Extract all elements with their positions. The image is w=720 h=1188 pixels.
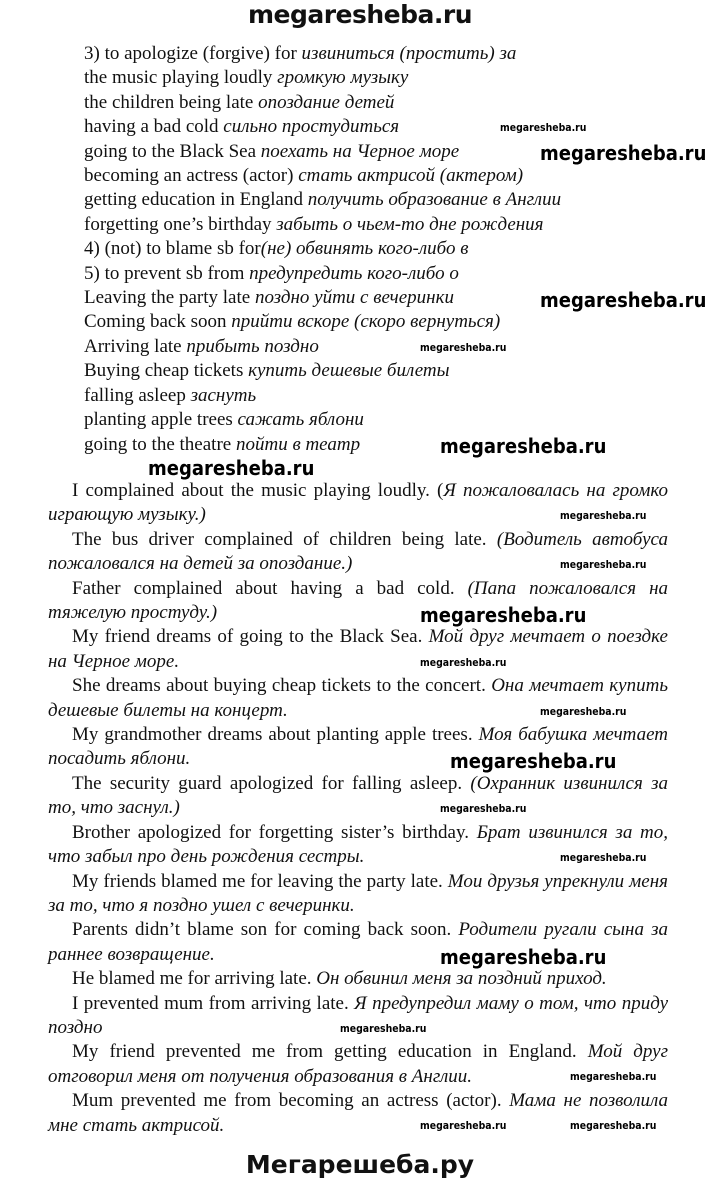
answer-paragraph: [48, 772, 668, 821]
answer-ru: Я предупредил маму о том, что приду поздно: [48, 992, 668, 1038]
answer-ru: (Водитель автобуса пожаловался на детей за опоздание.): [48, 528, 668, 575]
vocab-en: getting education in England: [84, 189, 308, 211]
vocab-en: Coming back soon: [84, 311, 232, 333]
vocab-ru: заснуть: [190, 384, 257, 406]
site-footer-logo: Мегарешеба.ру: [245, 1150, 475, 1179]
vocab-en: Buying cheap tickets: [84, 360, 249, 382]
vocab-en: falling asleep: [84, 384, 191, 406]
answer-ru: (Охранник извинился за то, что заснул.): [48, 772, 668, 819]
site-header-logo: megaresheba.ru: [247, 0, 473, 29]
vocabulary-list: [84, 42, 561, 457]
watermark: megaresheba.ru: [440, 945, 607, 969]
vocab-ru: громкую музыку: [277, 67, 409, 89]
vocab-item: [84, 310, 500, 334]
vocab-ru: прийти вскоре (скоро вернуться): [231, 311, 501, 333]
vocab-item: [84, 164, 523, 188]
answer-en: Brother apologized for forgetting sister’s birthday.: [72, 821, 477, 843]
answer-ru: Мой друг мечтает о поездке на Черное море.: [48, 626, 668, 672]
answer-en: My grandmother dreams about planting apple trees.: [72, 724, 479, 746]
vocab-en: 3) to apologize (forgive) for: [84, 43, 302, 64]
vocab-ru: сажать яблони: [237, 409, 364, 431]
answer-paragraph: [48, 870, 668, 919]
vocab-item: [84, 213, 544, 237]
answer-en: I complained about the music playing loudly. (: [72, 480, 444, 501]
vocab-ru: прибыть поздно: [186, 335, 319, 357]
watermark: megaresheba.ru: [420, 1119, 507, 1132]
answer-ru: Мои друзья упрекнули меня за то, что я поздно ушел с вечеринки.: [48, 870, 668, 916]
watermark: megaresheba.ru: [500, 121, 587, 134]
answer-ru: Родители ругали сына за раннее возвращение.: [48, 919, 669, 965]
vocab-item: [84, 335, 319, 359]
vocab-item: [84, 408, 364, 432]
answer-ru: Он обвинил меня за поздний приход.: [316, 968, 607, 990]
vocab-en: forgetting one’s birthday: [84, 213, 277, 235]
watermark: megaresheba.ru: [540, 141, 707, 165]
answer-paragraph: [48, 625, 668, 674]
watermark: megaresheba.ru: [540, 288, 707, 312]
answer-ru: Она мечтает купить дешевые билеты на концерт.: [48, 675, 668, 721]
answer-ru: Я пожаловалась на громко играющую музыку.): [48, 480, 668, 526]
answer-en: She dreams about buying cheap tickets to the concert.: [72, 675, 492, 697]
answer-en: Father complained about having a bad cold.: [72, 577, 468, 599]
answer-en: My friends blamed me for leaving the party late.: [72, 870, 448, 892]
vocab-en: becoming an actress (actor): [84, 165, 299, 187]
watermark: megaresheba.ru: [450, 749, 617, 773]
vocab-ru: получить образование в Англии: [307, 189, 562, 211]
vocab-en: Arriving late: [84, 335, 187, 357]
vocab-item: [84, 359, 449, 383]
vocab-item: [84, 237, 468, 261]
vocab-en: 4) (not) to blame sb for: [84, 238, 261, 260]
vocab-item: [84, 188, 561, 212]
answer-en: My friend prevented me from getting education in England.: [72, 1041, 588, 1063]
answer-en: Mum prevented me from becoming an actress (actor).: [72, 1090, 510, 1112]
watermark: megaresheba.ru: [440, 802, 527, 815]
answer-en: I prevented mum from arriving late.: [72, 992, 355, 1014]
vocab-item: [84, 262, 459, 286]
answer-en: Parents didn’t blame son for coming back soon.: [72, 919, 459, 941]
answer-ru: Моя бабушка мечтает посадить яблони.: [48, 724, 668, 770]
vocab-ru: опоздание детей: [258, 91, 395, 113]
vocab-ru: предупредить кого-либо о: [249, 262, 459, 284]
vocab-item: [84, 91, 394, 115]
watermark: megaresheba.ru: [540, 705, 627, 718]
vocab-item: [84, 115, 399, 139]
watermark: megaresheba.ru: [570, 1070, 657, 1083]
watermark: megaresheba.ru: [570, 1119, 657, 1132]
vocab-en: the children being late: [84, 91, 259, 113]
answer-ru: Брат извинился за то, что забыл про день рождения сестры.: [48, 821, 669, 868]
vocab-ru: купить дешевые билеты: [248, 360, 450, 382]
vocab-en: planting apple trees: [84, 409, 238, 431]
answer-ru: Мой друг отговорил меня от получения образования в Англии.: [48, 1041, 668, 1087]
vocab-ru: сильно простудиться: [223, 116, 400, 138]
vocab-ru: извиниться (простить) за: [301, 43, 517, 64]
answer-ru: (Папа пожаловался на тяжелую простуду.): [48, 577, 668, 624]
watermark: megaresheba.ru: [560, 509, 647, 522]
vocab-ru: поехать на Черное море: [260, 140, 460, 162]
vocab-item: [84, 66, 408, 90]
watermark: megaresheba.ru: [148, 456, 315, 480]
vocab-en: having a bad cold: [84, 116, 224, 138]
answer-en: My friend dreams of going to the Black Sea.: [72, 626, 429, 648]
answer-en: The security guard apologized for falling asleep.: [72, 772, 471, 794]
vocab-item: [84, 286, 454, 310]
vocab-ru: пойти в театр: [235, 433, 361, 455]
vocab-item: [84, 433, 360, 457]
vocab-ru: стать актрисой (актером): [298, 165, 524, 187]
answer-ru: Мама не позволила мне стать актрисой.: [48, 1090, 668, 1136]
vocab-en: 5) to prevent sb from: [84, 262, 250, 284]
vocab-ru: забыть о чьем-то дне рождения: [276, 213, 544, 235]
watermark: megaresheba.ru: [420, 603, 587, 627]
watermark: megaresheba.ru: [340, 1022, 427, 1035]
answer-sentences: [48, 479, 668, 1138]
vocab-en: Leaving the party late: [84, 287, 255, 309]
answer-paragraph: [48, 967, 668, 991]
vocab-ru: поздно уйти с вечеринки: [254, 287, 454, 309]
watermark: megaresheba.ru: [560, 558, 647, 571]
vocab-item: [84, 42, 516, 66]
vocab-ru: (не) обвинять кого-либо в: [260, 238, 469, 260]
vocab-item: [84, 384, 256, 408]
answer-en: The bus driver complained of children being late.: [72, 528, 497, 550]
watermark: megaresheba.ru: [440, 434, 607, 458]
answer-en: He blamed me for arriving late.: [72, 968, 317, 990]
vocab-en: going to the Black Sea: [84, 140, 261, 162]
watermark: megaresheba.ru: [420, 341, 507, 354]
watermark: megaresheba.ru: [420, 656, 507, 669]
watermark: megaresheba.ru: [560, 851, 647, 864]
vocab-en: going to the theatre: [84, 433, 236, 455]
vocab-en: the music playing loudly: [84, 67, 278, 89]
vocab-item: [84, 140, 459, 164]
